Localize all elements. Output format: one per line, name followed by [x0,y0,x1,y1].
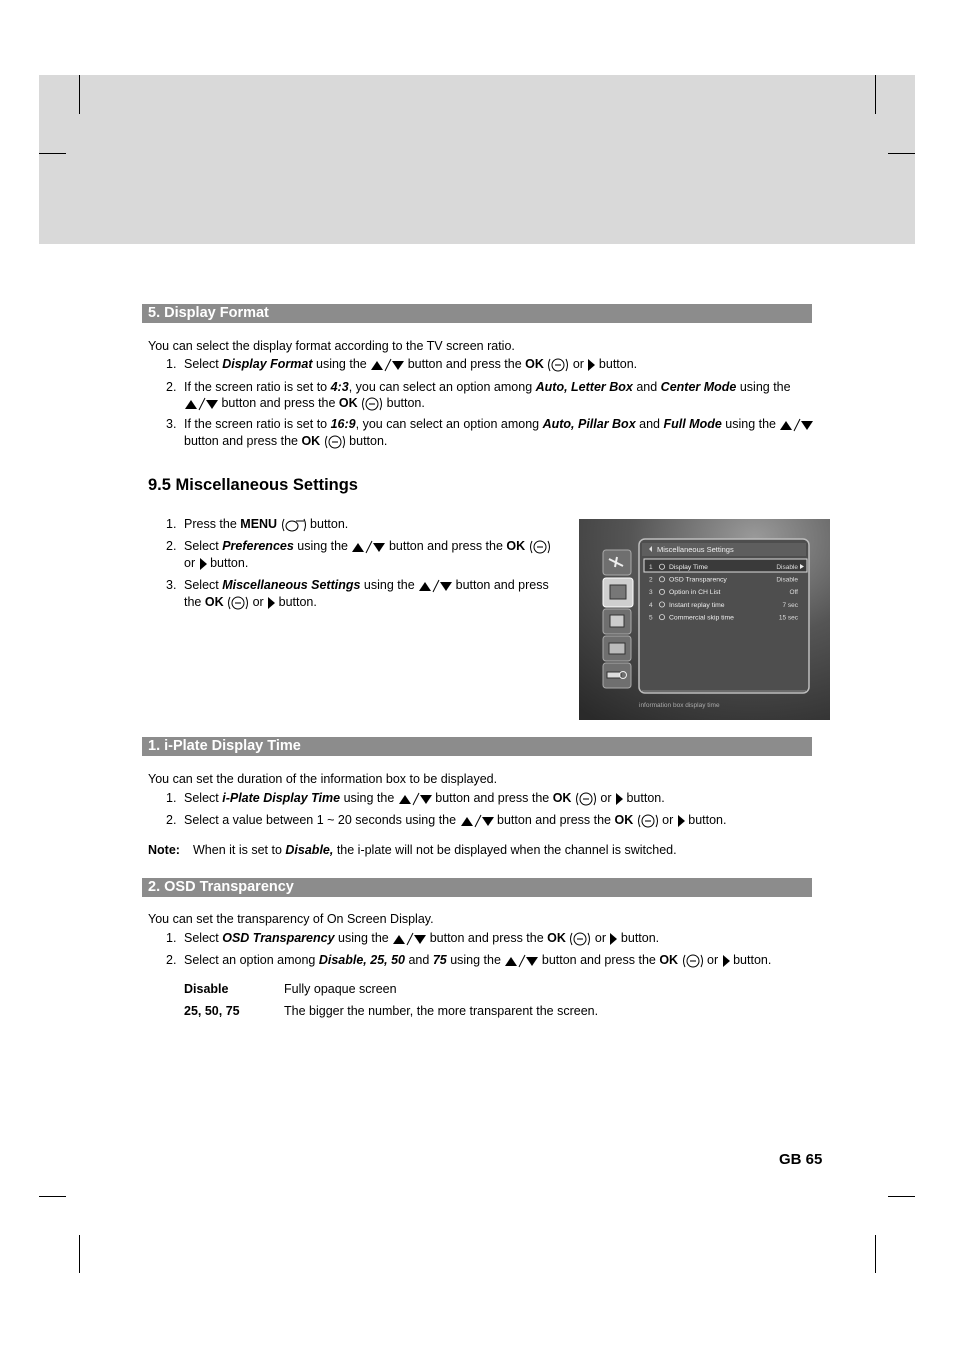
iplate-step-1: Select i-Plate Display Time using the button and press the OK or button. [184,791,665,805]
ok-button-icon [682,953,704,969]
system-icon [609,643,625,654]
step-number: 1. [166,791,177,805]
right-arrow-icon [199,558,207,570]
misc-step-3-line-2: the OK or button. [184,595,317,609]
definition-description: The bigger the number, the more transparent the screen. [284,1004,599,1018]
up-down-arrow-icon [370,358,404,372]
section-heading-iplate-display-time: 1. i-Plate Display Time [142,737,812,756]
iplate-step-2: Select a value between 1 ~ 20 seconds using the button and press the OK or button. [184,813,727,827]
section-heading-osd-transparency: 2. OSD Transparency [142,878,812,897]
iplate-intro: You can set the duration of the information box to be displayed. [148,772,498,786]
tv-menu-row-number: 4 [649,601,653,609]
up-down-arrow-icon [779,418,813,432]
crop-mark [39,1196,66,1197]
tv-menu-footer: information box display time [639,702,720,709]
right-arrow-icon [267,597,275,609]
ok-button-icon [575,791,597,807]
tv-menu-row-label[interactable]: Display Time [669,564,708,571]
section-heading-display-format: 5. Display Format [142,304,812,323]
display-format-step-1: Select Display Format using the button and press the OK or button. [184,357,638,371]
crop-mark [875,1235,876,1273]
osd-step-2: Select an option among Disable, 25, 50 and 75 using the button and press the OK or button. [184,953,772,967]
definition-description: Fully opaque screen [284,982,397,996]
crop-mark [79,1235,80,1273]
up-down-arrow-icon [351,540,385,554]
display-format-step-3-line-1: If the screen ratio is set to 16:9, you can select an option among Auto, Pillar Box and Full Mode using the [184,416,813,432]
header-band [39,75,915,244]
display-format-step-2-line-1: If the screen ratio is set to 4:3, you can select an option among Auto, Letter Box and Center Mode using the [184,380,791,394]
page-number: GB 65 [779,1151,823,1168]
ok-button-icon [637,813,659,829]
misc-step-2-line-2: or button. [184,556,249,570]
crop-mark [875,75,876,114]
crop-mark [79,75,80,114]
section-title-miscellaneous-settings: 9.5 Miscellaneous Settings [148,476,358,494]
up-down-arrow-icon [392,932,426,946]
step-number: 2. [166,539,177,553]
step-number: 3. [166,578,177,592]
ok-button-icon [324,434,346,450]
step-number: 2. [166,953,177,967]
iplate-note: When it is set to Disable, the i-plate will not be displayed when the channel is switched. [193,843,677,857]
step-number: 2. [166,813,177,827]
display-format-intro: You can select the display format according to the TV screen ratio. [148,339,515,353]
preferences-icon [610,585,626,599]
display-format-step-2-line-2: button and press the OK button. [184,395,425,412]
misc-step-3-line-1: Select Miscellaneous Settings using the button and press [184,578,549,592]
ok-button-icon [569,931,591,947]
crop-mark [888,1196,915,1197]
step-number: 1. [166,517,177,531]
tv-menu-row-label[interactable]: Commercial skip time [669,614,734,622]
step-number: 3. [166,417,177,431]
crop-mark [39,153,66,154]
tv-menu-row-value: Disable [776,576,798,584]
calendar-icon [610,615,624,627]
ok-button-icon [361,396,383,412]
tv-menu-row-label[interactable]: Option in CH List [669,589,721,597]
tv-menu-row-number: 2 [649,576,653,584]
misc-step-1: Press the MENU button. [184,517,349,531]
tv-nav-icons [603,550,633,688]
tv-menu-row-value: 7 sec [782,601,798,609]
step-number: 1. [166,931,177,945]
up-down-arrow-icon [460,814,494,828]
step-number: 2. [166,380,177,394]
tv-menu-row-number: 5 [649,614,653,622]
tv-menu-title: Miscellaneous Settings [657,545,734,554]
definition-term: Disable [184,982,229,996]
up-down-arrow-icon [504,954,538,968]
step-number: 1. [166,357,177,371]
tv-menu-row-value: Disable [776,564,798,571]
misc-step-2-line-1: Select Preferences using the button and press the OK [184,538,551,555]
up-down-arrow-icon [418,579,452,593]
right-arrow-icon [677,815,685,827]
iplate-note-label: Note: [148,843,180,857]
tv-menu-screenshot [579,519,830,720]
tv-menu-row-label[interactable]: Instant replay time [669,601,725,609]
right-arrow-icon [722,955,730,967]
up-down-arrow-icon [184,397,218,411]
ok-button-icon [529,539,551,555]
crop-mark [888,153,915,154]
tv-menu-row-label[interactable]: OSD Transparency [669,576,727,584]
right-arrow-icon [615,793,623,805]
search-icon [607,672,621,678]
ok-button-icon [227,595,249,611]
menu-button-icon [281,517,307,533]
osd-intro: You can set the transparency of On Screen Display. [148,912,434,926]
tv-menu-row-number: 3 [649,589,653,597]
display-format-step-3-line-2: button and press the OK button. [184,434,388,448]
definition-term: 25, 50, 75 [184,1004,240,1018]
osd-step-1: Select OSD Transparency using the button and press the OK or button. [184,931,660,945]
ok-button-icon [547,357,569,373]
up-down-arrow-icon [398,792,432,806]
tv-menu-row-value: 15 sec [778,614,798,622]
tv-menu-row-number: 1 [649,564,653,571]
tv-menu-row-value: Off [789,589,798,597]
